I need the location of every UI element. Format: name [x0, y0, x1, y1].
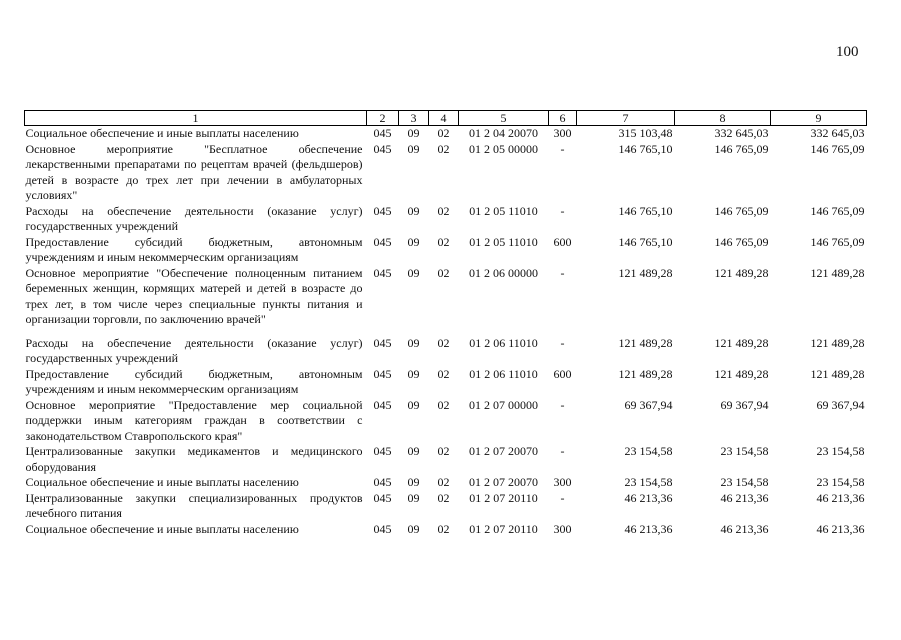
header-row: [25, 111, 867, 126]
row-amount-8: 146 765,09: [714, 203, 769, 218]
row-amount-8: 121 489,28: [714, 265, 769, 280]
row-ministry-code: 045: [373, 126, 392, 140]
row-expense-type: -: [560, 203, 565, 218]
row-name: Предоставление субсидий бюджетным, автономным учреждениям и иным некоммерческим организациям: [25, 234, 363, 264]
row-amount-7: 146 765,10: [618, 141, 673, 156]
row-amount-9: 69 367,94: [816, 397, 865, 412]
row-name: Социальное обеспечение и иные выплаты населению: [25, 475, 299, 489]
row-expense-type: -: [560, 444, 565, 458]
row-expense-type: -: [560, 265, 565, 280]
row-amount-9: 332 645,03: [810, 126, 865, 140]
row-amount-7: 146 765,10: [618, 234, 673, 249]
row-amount-8: 23 154,58: [720, 444, 769, 458]
row-ministry-code: 045: [373, 521, 392, 536]
row-spacer: [25, 328, 867, 336]
row-subsection-code: 02: [437, 335, 450, 350]
table-row: [25, 336, 867, 367]
table-row: [25, 491, 867, 522]
row-amount-8: 23 154,58: [720, 475, 769, 489]
table-row: [25, 475, 867, 491]
row-amount-7: 146 765,10: [618, 203, 673, 218]
row-expense-type: -: [560, 490, 565, 505]
row-expense-type: 600: [553, 234, 572, 249]
row-expense-type: -: [560, 141, 565, 156]
row-ministry-code: 045: [373, 475, 392, 489]
row-ministry-code: 045: [373, 203, 392, 218]
row-subsection-code: 02: [437, 397, 450, 412]
row-target-code: 01 2 07 20070: [469, 444, 538, 458]
row-name: Централизованные закупки медикаментов и медицинского оборудования: [25, 444, 363, 474]
row-subsection-code: 02: [437, 444, 450, 458]
row-subsection-code: 02: [437, 203, 450, 218]
column-header: 3: [399, 111, 429, 126]
row-ministry-code: 045: [373, 234, 392, 249]
row-expense-type: 300: [553, 126, 572, 140]
row-target-code: 01 2 06 11010: [469, 335, 538, 350]
row-amount-7: 23 154,58: [624, 444, 673, 458]
row-amount-7: 46 213,36: [624, 521, 673, 536]
row-section-code: 09: [407, 141, 420, 156]
row-ministry-code: 045: [373, 397, 392, 412]
row-name: Расходы на обеспечение деятельности (оказание услуг) государственных учреждений: [25, 335, 363, 365]
row-amount-9: 23 154,58: [816, 444, 865, 458]
row-target-code: 01 2 05 11010: [469, 203, 538, 218]
row-section-code: 09: [407, 366, 420, 381]
row-section-code: 09: [407, 521, 420, 536]
row-expense-type: 600: [553, 366, 572, 381]
row-target-code: 01 2 05 11010: [469, 234, 538, 249]
row-subsection-code: 02: [437, 265, 450, 280]
row-subsection-code: 02: [437, 521, 450, 536]
column-header: 8: [675, 111, 771, 126]
row-amount-9: 121 489,28: [810, 335, 865, 350]
row-target-code: 01 2 06 11010: [469, 366, 538, 381]
row-subsection-code: 02: [437, 126, 450, 140]
row-amount-7: 69 367,94: [624, 397, 673, 412]
row-section-code: 09: [407, 444, 420, 458]
table-row: [25, 142, 867, 204]
row-name: Расходы на обеспечение деятельности (оказание услуг) государственных учреждений: [25, 203, 363, 233]
row-ministry-code: 045: [373, 335, 392, 350]
row-amount-9: 146 765,09: [810, 203, 865, 218]
row-name: Социальное обеспечение и иные выплаты населению: [25, 521, 299, 536]
row-target-code: 01 2 06 00000: [469, 265, 538, 280]
row-amount-8: 146 765,09: [714, 141, 769, 156]
table-row: [25, 204, 867, 235]
row-name: Основное мероприятие "Бесплатное обеспечение лекарственными препаратами по рецептам врачей (фельдшеров) детей в возрасте до трех лет при лечении в амбулаторных условиях": [25, 141, 363, 202]
table-row: [25, 235, 867, 266]
row-amount-7: 121 489,28: [618, 335, 673, 350]
row-ministry-code: 045: [373, 490, 392, 505]
row-section-code: 09: [407, 234, 420, 249]
row-target-code: 01 2 07 20110: [469, 490, 538, 505]
row-amount-7: 23 154,58: [624, 475, 673, 489]
row-amount-8: 46 213,36: [720, 521, 769, 536]
budget-table: [24, 110, 867, 537]
row-ministry-code: 045: [373, 366, 392, 381]
table-row: [25, 444, 867, 475]
row-name: Предоставление субсидий бюджетным, автономным учреждениям и иным некоммерческим организациям: [25, 366, 363, 396]
row-section-code: 09: [407, 335, 420, 350]
column-header: 9: [771, 111, 867, 126]
row-name: Основное мероприятие "Обеспечение полноценным питанием беременных женщин, кормящих матерей и детей в возрасте до трех лет, в том числе через специальные пункты питания и организации торговли, по заключению врачей": [25, 265, 363, 326]
row-amount-9: 23 154,58: [816, 475, 865, 489]
row-amount-7: 46 213,36: [624, 490, 673, 505]
row-ministry-code: 045: [373, 265, 392, 280]
row-target-code: 01 2 07 20110: [469, 521, 538, 536]
row-ministry-code: 045: [373, 141, 392, 156]
row-amount-9: 146 765,09: [810, 141, 865, 156]
column-header: 6: [549, 111, 577, 126]
table-row: [25, 126, 867, 142]
row-amount-9: 121 489,28: [810, 366, 865, 381]
row-subsection-code: 02: [437, 234, 450, 249]
column-header: 1: [25, 111, 367, 126]
row-subsection-code: 02: [437, 366, 450, 381]
row-amount-8: 69 367,94: [720, 397, 769, 412]
row-amount-7: 121 489,28: [618, 366, 673, 381]
row-ministry-code: 045: [373, 444, 392, 458]
row-amount-9: 121 489,28: [810, 265, 865, 280]
column-header: 7: [577, 111, 675, 126]
row-expense-type: 300: [553, 475, 572, 489]
row-name: Основное мероприятие "Предоставление мер социальной поддержки иным категориям граждан в соответствии с законодательством Ставропольского края": [25, 397, 363, 443]
row-amount-9: 46 213,36: [816, 490, 865, 505]
column-header: 5: [459, 111, 549, 126]
column-header: 4: [429, 111, 459, 126]
row-target-code: 01 2 07 20070: [469, 475, 538, 489]
row-section-code: 09: [407, 490, 420, 505]
row-amount-8: 121 489,28: [714, 366, 769, 381]
row-target-code: 01 2 04 20070: [469, 126, 538, 140]
row-amount-8: 121 489,28: [714, 335, 769, 350]
page-number: 100: [836, 44, 859, 60]
row-section-code: 09: [407, 475, 420, 489]
row-amount-9: 46 213,36: [816, 521, 865, 536]
row-expense-type: -: [560, 397, 565, 412]
row-name: Социальное обеспечение и иные выплаты населению: [25, 126, 299, 140]
row-amount-8: 332 645,03: [714, 126, 769, 140]
row-section-code: 09: [407, 397, 420, 412]
row-name: Централизованные закупки специализированных продуктов лечебного питания: [25, 490, 363, 520]
column-header: 2: [367, 111, 399, 126]
table-row: [25, 367, 867, 398]
row-target-code: 01 2 07 00000: [469, 397, 538, 412]
row-amount-7: 121 489,28: [618, 265, 673, 280]
row-expense-type: 300: [553, 521, 572, 536]
table-row: [25, 522, 867, 538]
row-amount-8: 46 213,36: [720, 490, 769, 505]
row-expense-type: -: [560, 335, 565, 350]
row-amount-7: 315 103,48: [618, 126, 673, 140]
row-subsection-code: 02: [437, 490, 450, 505]
row-subsection-code: 02: [437, 141, 450, 156]
row-amount-9: 146 765,09: [810, 234, 865, 249]
row-section-code: 09: [407, 265, 420, 280]
row-section-code: 09: [407, 126, 420, 140]
row-section-code: 09: [407, 203, 420, 218]
row-amount-8: 146 765,09: [714, 234, 769, 249]
row-subsection-code: 02: [437, 475, 450, 489]
table-row: [25, 266, 867, 328]
row-target-code: 01 2 05 00000: [469, 141, 538, 156]
table-row: [25, 398, 867, 445]
